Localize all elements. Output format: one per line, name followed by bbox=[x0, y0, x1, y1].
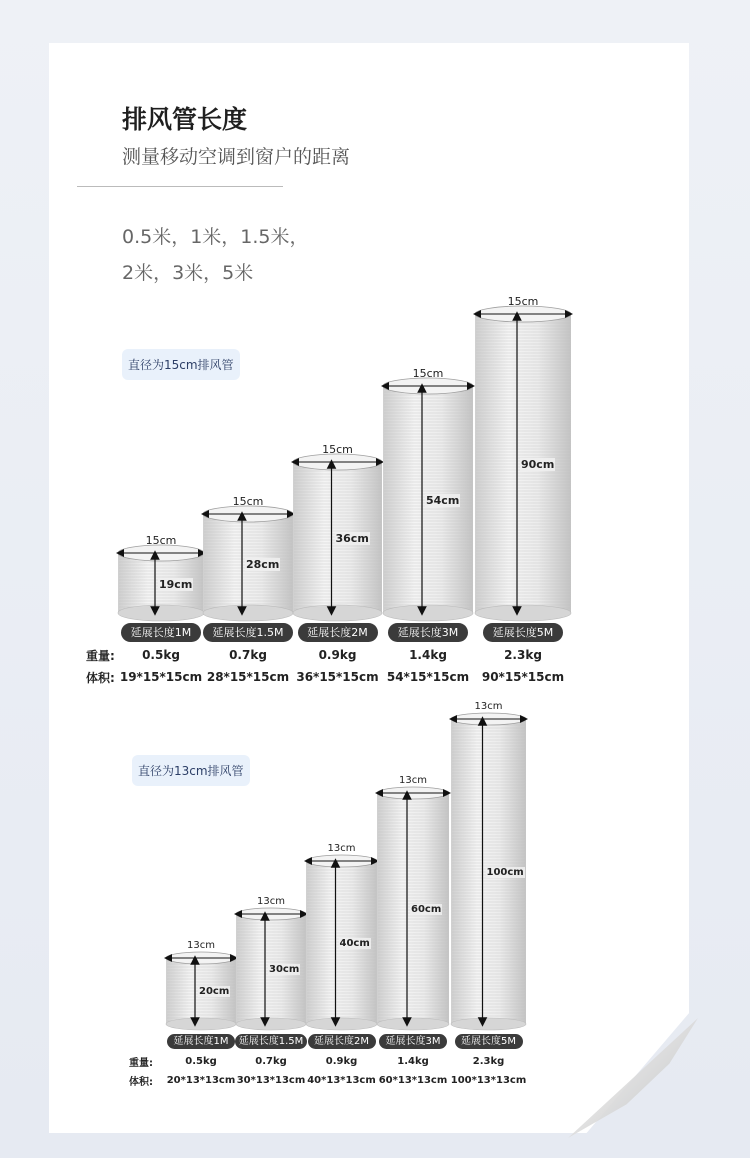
group15-diameter-label-4: 15cm bbox=[507, 295, 539, 308]
weight-label-15: 重量: bbox=[86, 649, 115, 663]
group13-tube-1-bottom bbox=[236, 1018, 306, 1030]
weight-label-13: 重量: bbox=[129, 1058, 153, 1069]
group15-length-pill-2: 延展长度2M bbox=[298, 623, 378, 642]
group15-height-label-2: 36cm bbox=[335, 532, 369, 545]
group15-tube-0-bottom bbox=[118, 605, 204, 621]
group13-length-pill-4: 延展长度5M bbox=[455, 1034, 523, 1049]
group15-length-pill-3: 延展长度3M bbox=[388, 623, 468, 642]
group15-weight-4: 2.3kg bbox=[504, 648, 542, 662]
group13-height-label-2: 40cm bbox=[339, 937, 370, 949]
group15-height-label-1: 28cm bbox=[246, 558, 280, 571]
group15-diameter-label-3: 15cm bbox=[412, 367, 444, 380]
group15-volume-2: 36*15*15cm bbox=[296, 670, 379, 684]
page-title: 排风管长度 bbox=[122, 105, 248, 134]
group15-diameter-label-1: 15cm bbox=[232, 495, 264, 508]
group13-tube-2-bottom bbox=[306, 1018, 377, 1030]
group13-height-label-3: 60cm bbox=[411, 903, 442, 915]
group15-tube-4-bottom bbox=[475, 605, 571, 621]
lengths-line-1: 0.5米，1米，1.5米， bbox=[122, 226, 309, 248]
tag-13cm: 直径为13cm排风管 bbox=[132, 755, 250, 786]
group13-volume-0: 20*13*13cm bbox=[166, 1075, 236, 1086]
group15-diameter-label-0: 15cm bbox=[145, 534, 177, 547]
group13-diameter-label-2: 13cm bbox=[327, 843, 356, 854]
group13-tube-4-bottom bbox=[451, 1018, 526, 1030]
group13-height-label-4: 100cm bbox=[486, 866, 524, 878]
group13-length-pill-1: 延展长度1.5M bbox=[235, 1034, 307, 1049]
group15-tube-1-bottom bbox=[203, 605, 293, 621]
group13-diameter-label-4: 13cm bbox=[474, 701, 503, 712]
group15-tube-2-bottom bbox=[293, 605, 382, 621]
page-subtitle: 测量移动空调到窗户的距离 bbox=[122, 146, 351, 168]
group15-height-label-4: 90cm bbox=[521, 458, 555, 471]
group13-weight-3: 1.4kg bbox=[397, 1056, 429, 1067]
group15-length-pill-0: 延展长度1M bbox=[121, 623, 201, 642]
group13-weight-2: 0.9kg bbox=[325, 1056, 358, 1067]
group13-height-label-0: 20cm bbox=[199, 986, 230, 997]
group13-volume-1: 30*13*13cm bbox=[236, 1075, 306, 1086]
group13-weight-0: 0.5kg bbox=[185, 1056, 217, 1067]
group15-volume-1: 28*15*15cm bbox=[206, 670, 290, 684]
lengths-line-2: 2米，3米，5米 bbox=[122, 262, 254, 284]
group15-weight-1: 0.7kg bbox=[229, 648, 267, 662]
group13-tube-0-bottom bbox=[166, 1018, 236, 1030]
group15-height-label-0: 19cm bbox=[159, 577, 193, 591]
group15-volume-0: 19*15*15cm bbox=[119, 670, 203, 684]
group15-weight-2: 0.9kg bbox=[318, 648, 357, 662]
group15-length-pill-1: 延展长度1.5M bbox=[203, 623, 293, 642]
group13-length-pill-2: 延展长度2M bbox=[308, 1034, 376, 1049]
group15-diameter-label-2: 15cm bbox=[322, 443, 353, 456]
group13-diameter-label-1: 13cm bbox=[257, 896, 285, 907]
group13-diameter-label-0: 13cm bbox=[187, 940, 215, 951]
group15-height-label-3: 54cm bbox=[426, 494, 460, 507]
group13-length-pill-3: 延展长度3M bbox=[379, 1034, 447, 1049]
group13-weight-4: 2.3kg bbox=[472, 1056, 505, 1067]
group13-tube-3-bottom bbox=[377, 1018, 449, 1030]
volume-label-13: 体积: bbox=[129, 1077, 153, 1088]
group13-volume-2: 40*13*13cm bbox=[307, 1075, 376, 1086]
group15-tube-3-bottom bbox=[383, 605, 473, 621]
group15-volume-3: 54*15*15cm bbox=[386, 670, 470, 684]
tag-15cm: 直径为15cm排风管 bbox=[122, 349, 240, 380]
group15-length-pill-4: 延展长度5M bbox=[483, 623, 563, 642]
volume-label-15: 体积: bbox=[86, 671, 115, 685]
group15-volume-4: 90*15*15cm bbox=[481, 670, 565, 684]
group13-volume-4: 100*13*13cm bbox=[450, 1075, 527, 1086]
group15-weight-3: 1.4kg bbox=[409, 648, 447, 662]
group13-height-label-1: 30cm bbox=[269, 964, 300, 975]
group13-volume-3: 60*13*13cm bbox=[378, 1075, 448, 1086]
group13-weight-1: 0.7kg bbox=[255, 1056, 287, 1067]
group13-length-pill-0: 延展长度1M bbox=[167, 1034, 235, 1049]
group13-diameter-label-3: 13cm bbox=[399, 775, 427, 786]
group15-weight-0: 0.5kg bbox=[142, 648, 180, 662]
